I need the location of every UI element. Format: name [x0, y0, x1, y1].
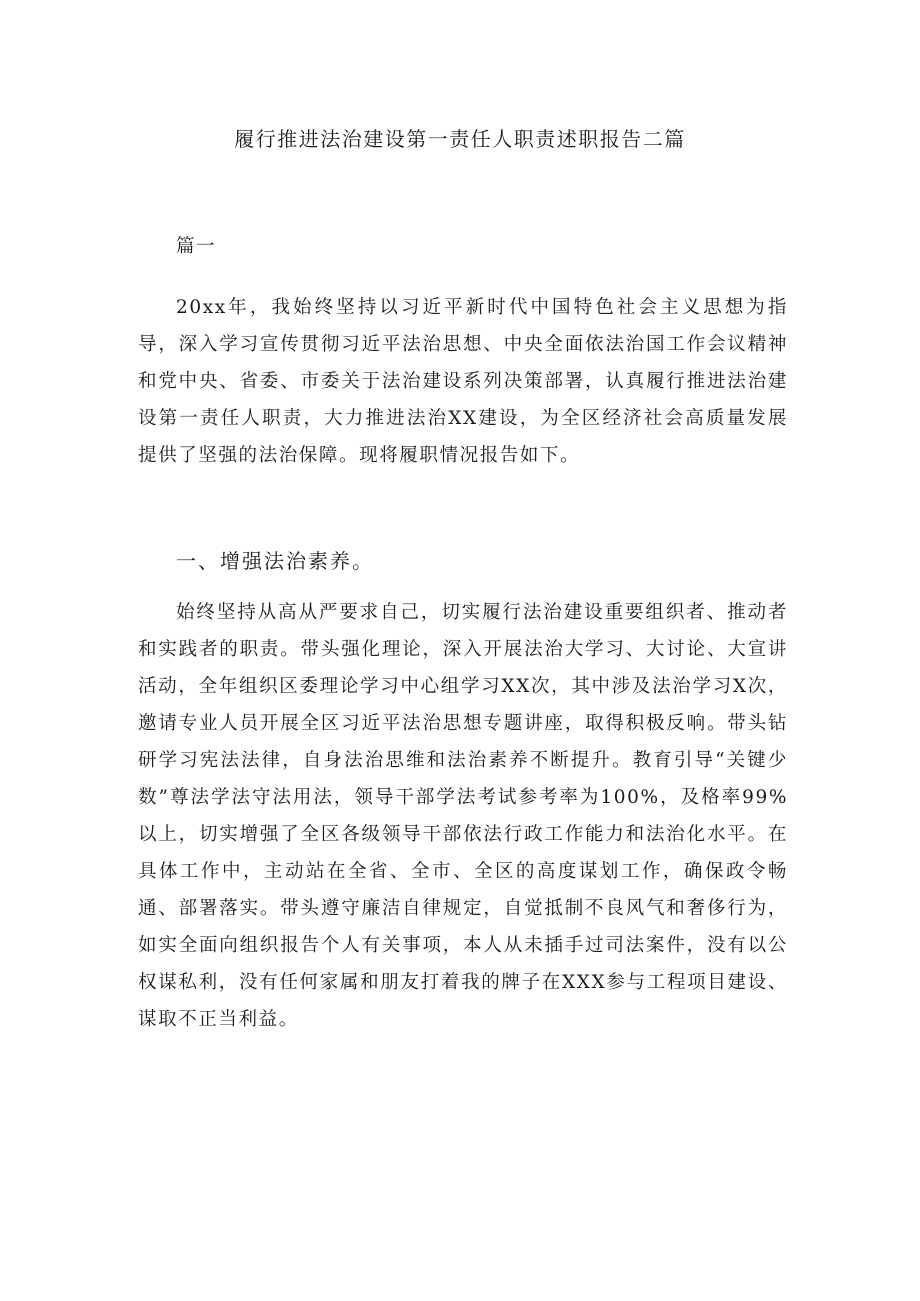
part-label: 篇一: [176, 236, 217, 257]
intro-paragraph: 20xx年，我始终坚持以习近平新时代中国特色社会主义思想为指导，深入学习宣传贯彻习近平法治思想、中央全面依法治国工作会议精神和党中央、省委、市委关于法治建设系列决策部署，认真履行推进法治建设第一责任人职责，大力推进法治XX建设，为全区经济社会高质量发展提供了坚强的法治保障。现将履职情况报告如下。: [138, 297, 788, 466]
section-paragraph: 始终坚持从高从严要求自己，切实履行法治建设重要组织者、推动者和实践者的职责。带头强化理论，深入开展法治大学习、大讨论、大宣讲活动，全年组织区委理论学习中心组学习XX次，其中涉及法治学习X次，邀请专业人员开展全区习近平法治思想专题讲座，取得积极反响。带头钻研学习宪法法律，自身法治思维和法治素养不断提升。教育引导“关键少数”尊法学法守法用法，领导干部学法考试参考率为100%，及格率99%以上，切实增强了全区各级领导干部依法行政工作能力和法治化水平。在具体工作中，主动站在全省、全市、全区的高度谋划工作，确保政令畅通、部署落实。带头遵守廉洁自律规定，自觉抵制不良风气和奢侈行为，如实全面向组织报告个人有关事项，本人从未插手过司法案件，没有以公权谋私利，没有任何家属和朋友打着我的牌子在XXX参与工程项目建设、谋取不正当利益。: [138, 602, 788, 1030]
document-title: 履行推进法治建设第一责任人职责述职报告二篇: [234, 127, 686, 151]
section-heading: 一、增强法治素养。: [176, 549, 374, 573]
